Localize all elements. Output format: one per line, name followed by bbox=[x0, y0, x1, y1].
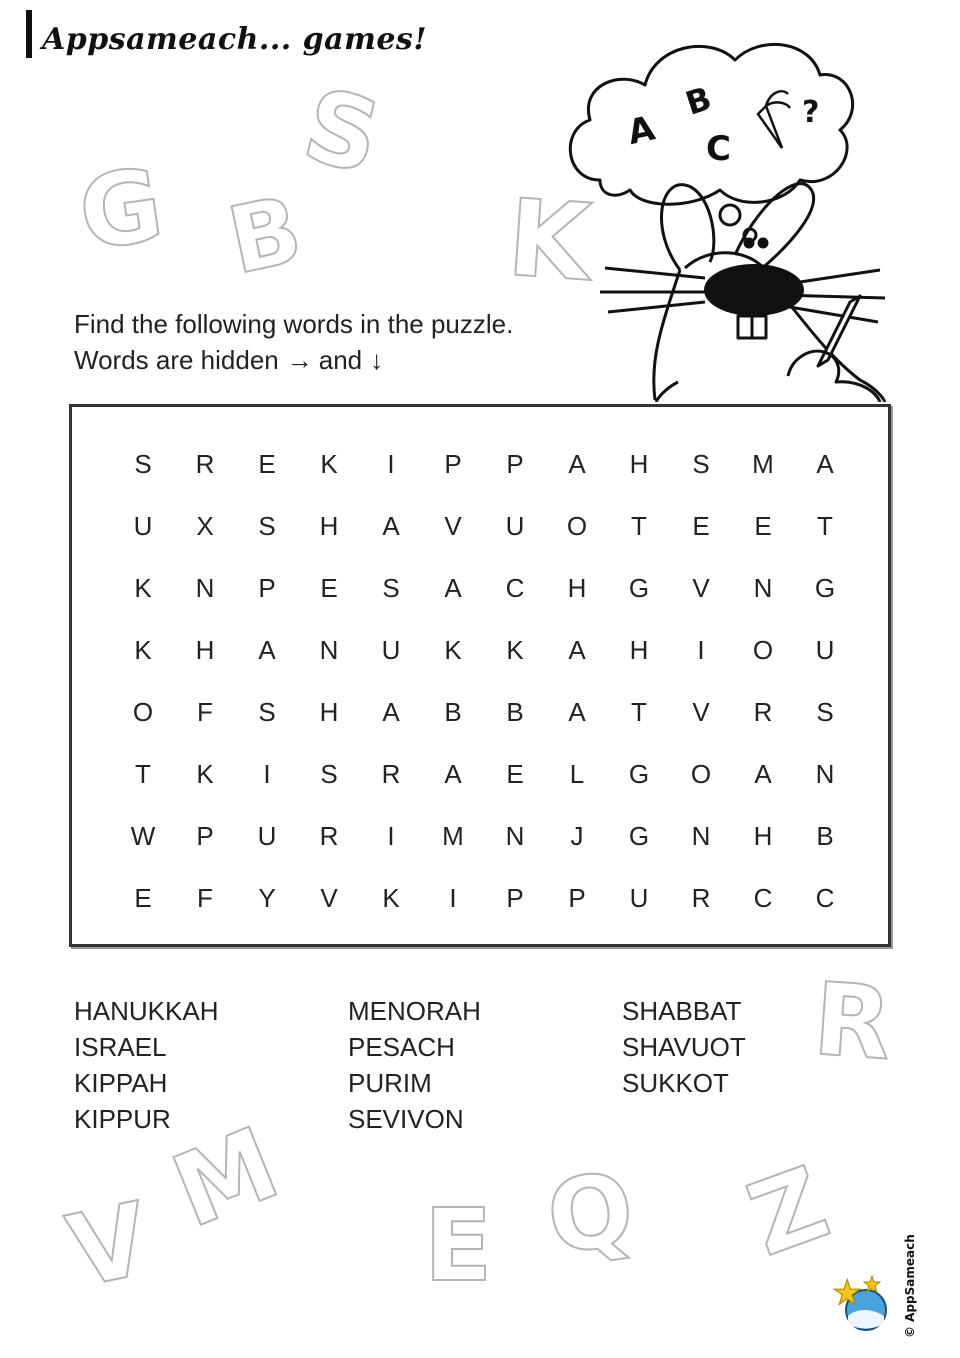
grid-cell: L bbox=[569, 759, 585, 789]
instructions-line2 bbox=[74, 342, 513, 378]
grid-cell: A bbox=[258, 635, 276, 665]
word-list-column-1 bbox=[74, 993, 218, 1137]
word-search-grid bbox=[112, 433, 856, 929]
grid-cell: N bbox=[815, 759, 835, 789]
arrow-down-icon: ↓ bbox=[370, 345, 384, 375]
grid-cell: E bbox=[320, 573, 338, 603]
grid-cell: O bbox=[132, 697, 154, 727]
carrot-icon bbox=[758, 91, 790, 148]
bubble-question-mark: ? bbox=[802, 95, 820, 130]
word-list-item: KIPPAH bbox=[74, 1068, 168, 1098]
word-list-item: PURIM bbox=[348, 1068, 432, 1098]
grid-cell: H bbox=[195, 635, 215, 665]
decor-letter-e: E bbox=[424, 1187, 493, 1304]
grid-cell: H bbox=[629, 449, 649, 479]
grid-cell: A bbox=[816, 449, 834, 479]
grid-cell: O bbox=[752, 635, 774, 665]
grid-cell: T bbox=[817, 511, 833, 541]
word-list-item: SHABBAT bbox=[622, 996, 742, 1026]
grid-cell: A bbox=[382, 697, 400, 727]
decor-letter-m: M bbox=[157, 1104, 294, 1251]
grid-cell: E bbox=[754, 511, 772, 541]
grid-cell: P bbox=[444, 449, 462, 479]
appsameach-logo bbox=[832, 1272, 894, 1334]
grid-cell: Y bbox=[258, 883, 276, 913]
grid-cell: V bbox=[444, 511, 462, 541]
word-list-item: SUKKOT bbox=[622, 1068, 729, 1098]
grid-cell: U bbox=[505, 511, 525, 541]
grid-cell: U bbox=[133, 511, 153, 541]
decor-letter-q: Q bbox=[540, 1149, 641, 1278]
grid-cell: K bbox=[134, 635, 152, 665]
grid-cell: O bbox=[566, 511, 588, 541]
grid-cell: S bbox=[692, 449, 710, 479]
grid-cell: N bbox=[691, 821, 711, 851]
grid-cell: H bbox=[753, 821, 773, 851]
grid-cell: K bbox=[320, 449, 338, 479]
grid-cell: I bbox=[387, 449, 395, 479]
grid-cell: E bbox=[692, 511, 710, 541]
word-list-item: PESACH bbox=[348, 1032, 455, 1062]
grid-cell: E bbox=[506, 759, 524, 789]
word-list-item: HANUKKAH bbox=[74, 996, 219, 1026]
grid-cell: K bbox=[444, 635, 462, 665]
grid-cell: A bbox=[568, 449, 586, 479]
bubble-letter-b: B bbox=[681, 79, 716, 123]
grid-cell: I bbox=[449, 883, 457, 913]
grid-cell: I bbox=[263, 759, 271, 789]
grid-cell: X bbox=[196, 511, 214, 541]
grid-cell: A bbox=[568, 697, 586, 727]
grid-cell: W bbox=[130, 821, 156, 851]
decor-letter-r: R bbox=[810, 960, 896, 1083]
decor-letter-k: K bbox=[503, 176, 595, 305]
grid-cell: F bbox=[197, 883, 213, 913]
grid-cell: U bbox=[257, 821, 277, 851]
grid-cell: E bbox=[134, 883, 152, 913]
grid-cell: A bbox=[382, 511, 400, 541]
grid-cell: S bbox=[134, 449, 152, 479]
grid-cell: G bbox=[628, 821, 650, 851]
grid-cell: G bbox=[628, 759, 650, 789]
grid-cell: B bbox=[816, 821, 834, 851]
grid-cell: P bbox=[506, 449, 524, 479]
grid-cell: G bbox=[814, 573, 836, 603]
grid-cell: S bbox=[258, 697, 276, 727]
instructions-line1: Find the following words in the puzzle. bbox=[74, 309, 514, 339]
instructions-and: and bbox=[318, 345, 363, 375]
grid-cell: N bbox=[505, 821, 525, 851]
word-list-item: KIPPUR bbox=[74, 1104, 171, 1134]
grid-cell: H bbox=[567, 573, 587, 603]
grid-cell: R bbox=[753, 697, 773, 727]
nose bbox=[704, 264, 804, 316]
grid-cell: T bbox=[631, 511, 647, 541]
grid-cell: N bbox=[753, 573, 773, 603]
grid-cell: V bbox=[692, 697, 710, 727]
bunny-illustration bbox=[560, 30, 890, 402]
grid-cell: A bbox=[444, 573, 462, 603]
grid-cell: H bbox=[319, 511, 339, 541]
word-list-item: SEVIVON bbox=[348, 1104, 464, 1134]
instructions-prefix: Words are hidden bbox=[74, 345, 279, 375]
grid-cell: S bbox=[816, 697, 834, 727]
grid-cell: B bbox=[444, 697, 462, 727]
grid-cell: F bbox=[197, 697, 213, 727]
grid-cell: C bbox=[505, 573, 525, 603]
grid-cell: I bbox=[697, 635, 705, 665]
grid-cell: I bbox=[387, 821, 395, 851]
grid-cell: H bbox=[319, 697, 339, 727]
grid-cell: O bbox=[690, 759, 712, 789]
decor-letter-z: Z bbox=[734, 1144, 843, 1279]
word-list-item: SHAVUOT bbox=[622, 1032, 746, 1062]
grid-cell: P bbox=[258, 573, 276, 603]
decor-letter-b: B bbox=[219, 175, 311, 296]
grid-cell: K bbox=[382, 883, 400, 913]
grid-cell: A bbox=[568, 635, 586, 665]
grid-cell: U bbox=[629, 883, 649, 913]
grid-cell: N bbox=[319, 635, 339, 665]
grid-cell: A bbox=[444, 759, 462, 789]
bubble-letter-a: A bbox=[624, 108, 659, 154]
grid-cell: K bbox=[506, 635, 524, 665]
decor-letter-g: G bbox=[72, 145, 170, 274]
word-list-item: MENORAH bbox=[348, 996, 481, 1026]
grid-cell: E bbox=[258, 449, 276, 479]
grid-cell: G bbox=[628, 573, 650, 603]
grid-cell: P bbox=[568, 883, 586, 913]
decor-letter-s: S bbox=[293, 66, 392, 197]
grid-cell: C bbox=[815, 883, 835, 913]
bubble-letter-c: C bbox=[706, 129, 731, 169]
word-list-column-3 bbox=[622, 993, 746, 1101]
grid-cell: K bbox=[196, 759, 214, 789]
word-list-item: ISRAEL bbox=[74, 1032, 167, 1062]
header-accent-bar bbox=[26, 10, 32, 58]
grid-cell: S bbox=[382, 573, 400, 603]
grid-cell: H bbox=[629, 635, 649, 665]
grid-cell: C bbox=[753, 883, 773, 913]
grid-cell: R bbox=[691, 883, 711, 913]
grid-cell: V bbox=[692, 573, 710, 603]
grid-cell: V bbox=[320, 883, 338, 913]
grid-cell: R bbox=[195, 449, 215, 479]
decor-letter-v: V bbox=[58, 1180, 159, 1311]
grid-cell: U bbox=[815, 635, 835, 665]
grid-cell: P bbox=[196, 821, 214, 851]
grid-cell: N bbox=[195, 573, 215, 603]
grid-cell: T bbox=[135, 759, 151, 789]
grid-cell: K bbox=[134, 573, 152, 603]
grid-cell: S bbox=[320, 759, 338, 789]
arrow-right-icon: → bbox=[286, 345, 313, 375]
grid-cell: P bbox=[506, 883, 524, 913]
grid-cell: R bbox=[381, 759, 401, 789]
grid-cell: B bbox=[506, 697, 524, 727]
word-list-column-2 bbox=[348, 993, 481, 1137]
grid-cell: U bbox=[381, 635, 401, 665]
page-title: Appsameach... games! bbox=[42, 22, 427, 57]
grid-cell: A bbox=[754, 759, 772, 789]
copyright-credit: © AppSameach bbox=[903, 1234, 917, 1338]
grid-cell: R bbox=[319, 821, 339, 851]
grid-cell: M bbox=[752, 449, 774, 479]
pencil-icon bbox=[818, 296, 860, 366]
grid-cell: J bbox=[570, 821, 584, 851]
grid-cell: T bbox=[631, 697, 647, 727]
grid-cell: S bbox=[258, 511, 276, 541]
instructions bbox=[74, 306, 513, 378]
grid-cell: M bbox=[442, 821, 464, 851]
